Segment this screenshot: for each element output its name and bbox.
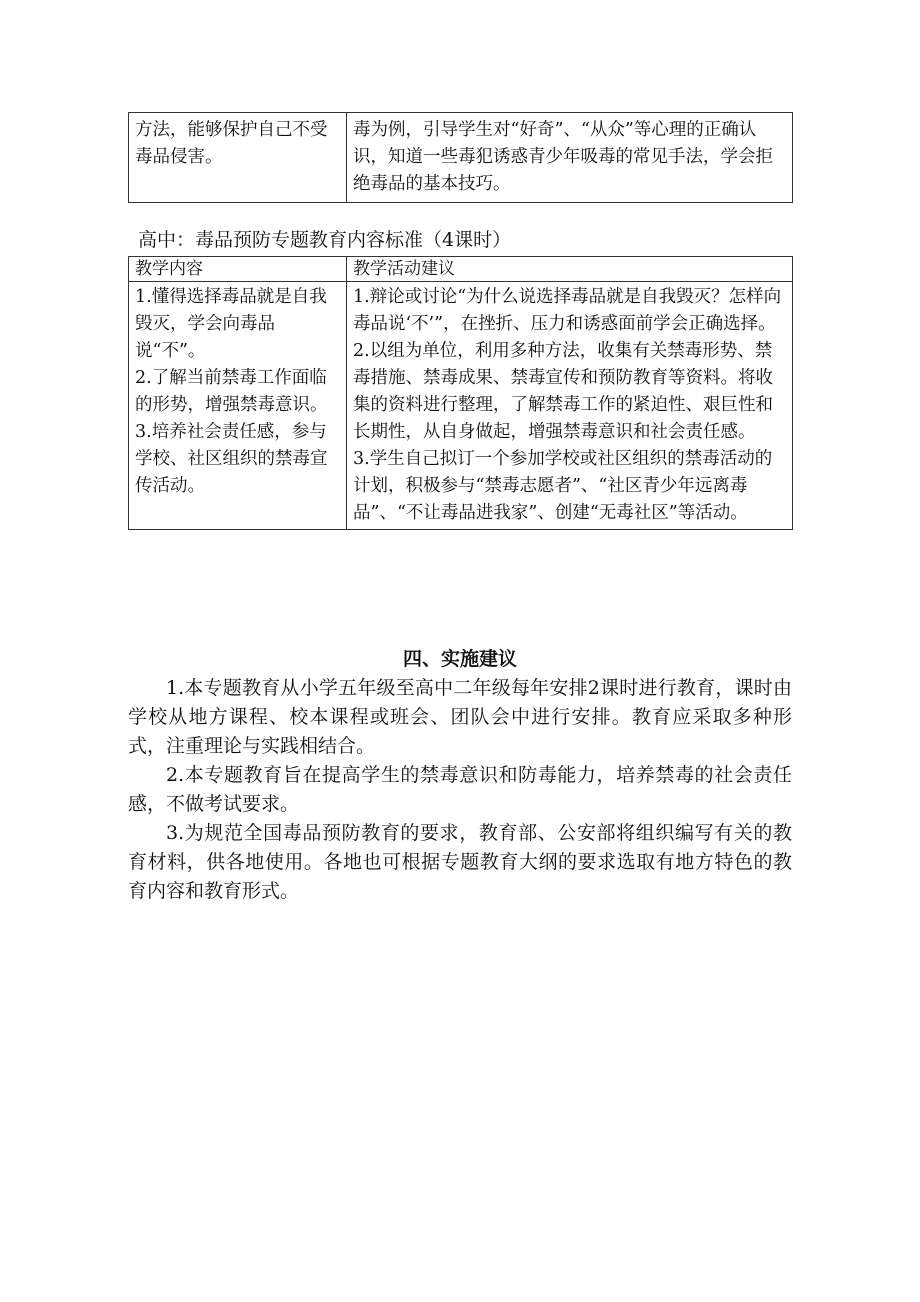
content-item: 3.培养社会责任感，参与学校、社区组织的禁毒宣传活动。 — [135, 422, 328, 496]
table-row — [129, 282, 793, 530]
implementation-body — [128, 674, 792, 906]
continued-standards-table — [128, 112, 793, 203]
activity-item: 1.辩论或讨论“为什么说选择毒品就是自我毁灭？怎样向毒品说‘不’”，在挫折、压力和诱惑面前学会正确选择。 — [353, 287, 782, 334]
content-item: 1.懂得选择毒品就是自我毁灭，学会向毒品说“不”。 — [135, 287, 327, 361]
header-content: 教学内容 — [129, 257, 347, 282]
paragraph: 1.本专题教育从小学五年级至高中二年级每年安排2课时进行教育，课时由学校从地方课程、校本课程或班会、团队会中进行安排。教育应采取多种形式，注重理论与实践相结合。 — [128, 677, 792, 757]
activity-item: 3.学生自己拟订一个参加学校或社区组织的禁毒活动的计划，积极参与“禁毒志愿者”、“社区青少年远离毒品”、“不让毒品进我家”、创建“无毒社区”等活动。 — [353, 449, 773, 523]
table-row — [129, 113, 793, 203]
activity-cell: 毒为例，引导学生对“好奇”、“从众”等心理的正确认识，知道一些毒犯诱惑青少年吸毒的常见手法，学会拒绝毒品的基本技巧。 — [347, 113, 793, 203]
activity-item: 2.以组为单位，利用多种方法，收集有关禁毒形势、禁毒措施、禁毒成果、禁毒宣传和预防教育等资料。将收集的资料进行整理，了解禁毒工作的紧迫性、艰巨性和长期性，从自身做起，增强禁毒意识和社会责任感。 — [353, 341, 773, 442]
paragraph: 2.本专题教育旨在提高学生的禁毒意识和防毒能力，培养禁毒的社会责任感，不做考试要求。 — [128, 764, 792, 815]
header-activity: 教学活动建议 — [347, 257, 793, 282]
high-school-standards-table — [128, 256, 793, 530]
content-item: 2.了解当前禁毒工作面临的形势，增强禁毒意识。 — [135, 368, 328, 415]
table-header-row — [129, 257, 793, 282]
paragraph: 3.为规范全国毒品预防教育的要求，教育部、公安部将组织编写有关的教育材料，供各地使用。各地也可根据专题教育大纲的要求选取有地方特色的教育内容和教育形式。 — [128, 822, 792, 902]
high-school-table-caption: 高中：毒品预防专题教育内容标准（4课时） — [138, 229, 512, 251]
content-cell — [129, 282, 347, 530]
section-title: 四、实施建议 — [402, 648, 517, 670]
content-cell: 方法，能够保护自己不受毒品侵害。 — [129, 113, 347, 203]
activity-cell — [347, 282, 793, 530]
